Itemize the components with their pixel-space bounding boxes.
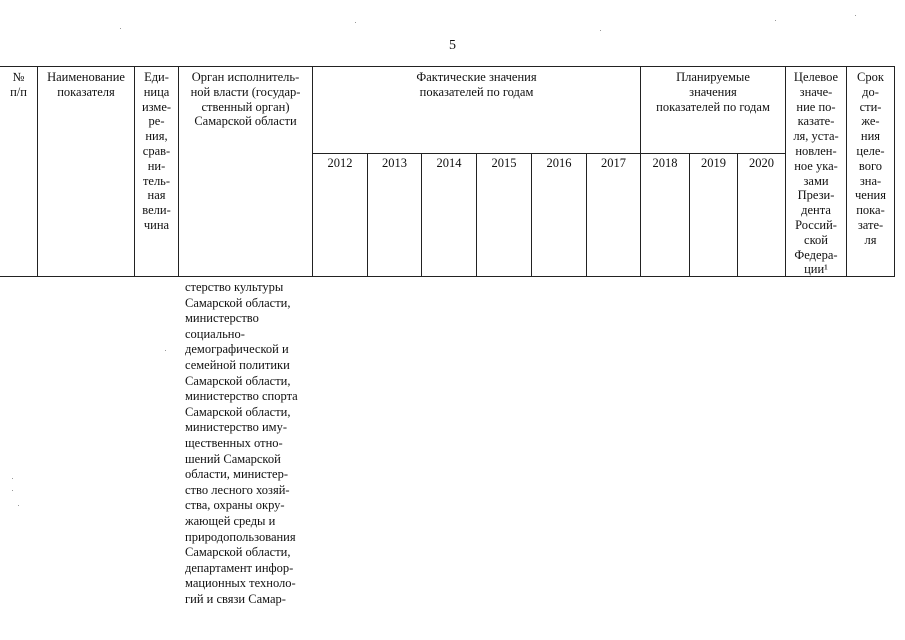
header-indicator-name: Наименование показателя: [47, 70, 125, 99]
organ-continuation-text: стерство культуры Самарской области, министерство социально- демографической и семейной политики Самарской области, министерство спорта Самарской области, министерство иму- щественных отно- шений Самарской области, министер- ство лесного хозяй- ства, охраны окру- жающей среды и природопользования Самарской области, департамент инфор- мационных техноло- гий и связи Самар-: [185, 280, 298, 606]
scan-speck: [775, 20, 776, 21]
year-2017: 2017: [601, 156, 626, 170]
year-2020: 2020: [749, 156, 774, 170]
year-2019: 2019: [701, 156, 726, 170]
scan-speck: [18, 505, 19, 506]
scan-speck: [600, 30, 601, 31]
year-2015: 2015: [491, 156, 517, 170]
col-border: [689, 153, 690, 277]
header-target-value: Целевое значе- ние по- казате- ля, уста- новлен- ное ука- зами Прези- дента Россий- ской Федера- ции¹: [793, 70, 839, 277]
page-number: 5: [449, 38, 456, 53]
scan-speck: [165, 350, 166, 351]
scan-speck: [12, 478, 13, 479]
col-border: [531, 153, 532, 277]
col-border: [476, 153, 477, 277]
scan-speck: [355, 22, 356, 23]
col-border: [367, 153, 368, 277]
year-2018: 2018: [652, 156, 678, 170]
scan-speck: [855, 15, 856, 16]
header-unit: Еди- ница изме- ре- ния, срав- ни- тель- ная вели- чина: [141, 70, 172, 232]
header-deadline: Срок до- сти- же- ния целе- вого зна- чения пока- зате- ля: [855, 70, 886, 247]
scan-speck: [120, 28, 121, 29]
year-row-top-border: [312, 153, 785, 154]
col-border: [737, 153, 738, 277]
year-2016: 2016: [546, 156, 572, 170]
year-2012: 2012: [327, 156, 353, 170]
header-planned-values: Планируемые значения показателей по годам: [656, 70, 770, 114]
header-num: № п/п: [10, 70, 27, 99]
col-border: [586, 153, 587, 277]
header-actual-values: Фактические значения показателей по годам: [416, 70, 537, 99]
col-border: [894, 66, 895, 277]
year-2014: 2014: [436, 156, 462, 170]
col-border: [421, 153, 422, 277]
year-2013: 2013: [382, 156, 407, 170]
header-organ: Орган исполнитель- ной власти (государ- ственный орган) Самарской области: [190, 70, 301, 129]
scan-speck: [12, 490, 13, 491]
